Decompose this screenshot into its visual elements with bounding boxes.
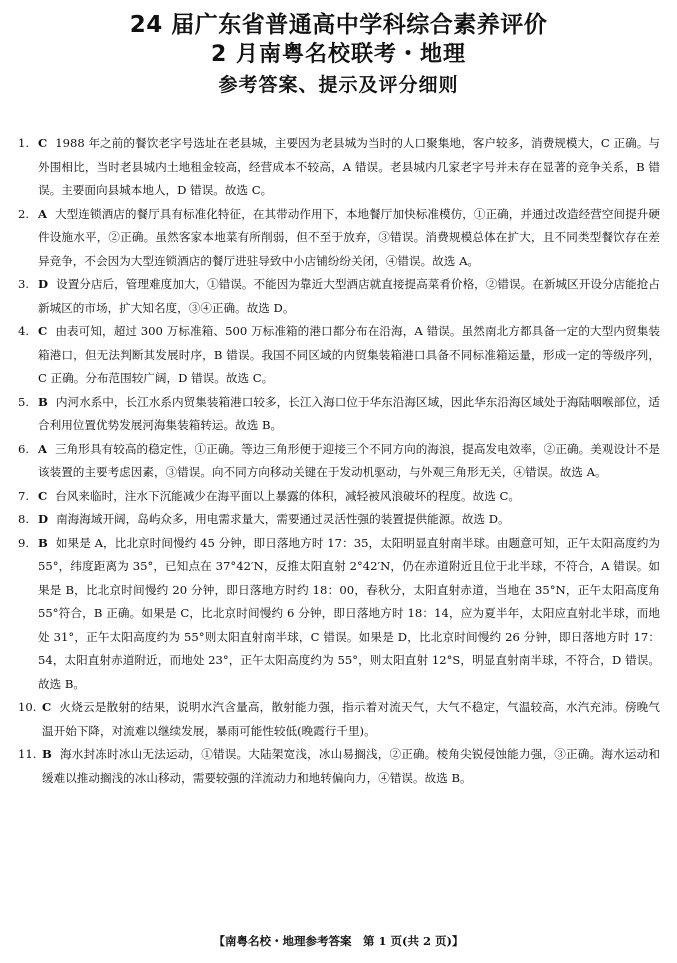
answer-item-1 bbox=[18, 132, 660, 203]
answer-choice: C bbox=[38, 136, 48, 150]
answer-item-5 bbox=[18, 391, 660, 438]
answer-item-2 bbox=[18, 203, 660, 274]
question-number: 8. bbox=[18, 512, 30, 526]
answer-key-heading: 参考答案、提示及评分细则 bbox=[218, 74, 459, 96]
answer-item-8 bbox=[18, 508, 660, 532]
answer-choice: C bbox=[42, 700, 52, 714]
answer-item-11 bbox=[18, 743, 660, 790]
answer-choice: B bbox=[42, 747, 52, 761]
answer-choice: B bbox=[38, 535, 48, 550]
question-number: 9. bbox=[18, 535, 30, 550]
answer-explanation: 火烧云是散射的结果，说明水汽含量高，散射能力强，指示着对流天气，大气不稳定，气温较高，水汽充沛。傍晚气温开始下降，对流难以继续发展，暴雨可能性较低(晚霞行千里)。 bbox=[42, 700, 660, 738]
question-number: 4. bbox=[18, 324, 30, 338]
answer-choice: D bbox=[38, 277, 49, 291]
answer-explanation: 由表可知，超过 300 万标准箱、500 万标准箱的港口都分布在沿海，A 错误。虽然南北方都具备一定的大型内贸集装箱港口，但无法判断其发展时序，B 错误。我国不同区域的内贸集装箱港口具备不同标准箱运量，形成一定的等级序列，C 正确。分布范围较广阔，D 错误。故选 C。 bbox=[38, 324, 660, 385]
answer-explanation: 设置分店后，管理难度加大，①错误。不能因为靠近大型酒店就直接提高菜肴价格，②错误。在新城区开设分店能抢占新城区的市场，扩大知名度，③④正确。故选 D。 bbox=[38, 277, 660, 315]
question-number: 5. bbox=[18, 394, 30, 409]
question-number: 11. bbox=[18, 747, 37, 761]
title-block bbox=[0, 0, 677, 99]
answer-item-9 bbox=[18, 532, 660, 697]
answer-explanation: 海水封冻时冰山无法运动，①错误。大陆架宽浅，冰山易搁浅，②正确。棱角尖锐侵蚀能力强，③正确。海水运动和缓难以推动搁浅的冰山移动，需要较强的洋流动力和地转偏向力，④错误。故选 B。 bbox=[42, 747, 660, 785]
answer-choice: D bbox=[38, 512, 49, 526]
answer-item-3 bbox=[18, 273, 660, 320]
answer-item-6 bbox=[18, 438, 660, 485]
answer-choice: C bbox=[38, 488, 48, 503]
question-number: 3. bbox=[18, 277, 30, 291]
question-number: 6. bbox=[18, 441, 30, 456]
question-number: 1. bbox=[18, 136, 30, 150]
answer-choice: A bbox=[38, 206, 47, 221]
answer-explanation: 南海海域开阔，岛屿众多，用电需求量大，需要通过灵活性强的装置提供能源。故选 D。 bbox=[56, 512, 510, 526]
answer-explanation: 台风来临时，注水下沉能减少在海平面以上暴露的体积，减轻被风浪破坏的程度。故选 C。 bbox=[55, 488, 520, 503]
answer-choice: C bbox=[38, 324, 48, 338]
answer-list bbox=[18, 132, 660, 790]
answer-explanation: 三角形具有较高的稳定性，①正确。等边三角形便于迎接三个不同方向的海浪，提高发电效率，②正确。美观设计不是该装置的主要考虑因素，③错误。向不同方向移动关键在于发动机驱动，与外观三角形无关，④错误。故选 A。 bbox=[38, 441, 660, 479]
question-number: 7. bbox=[18, 488, 30, 503]
question-number: 10. bbox=[18, 700, 37, 714]
answer-explanation: 大型连锁酒店的餐厅具有标准化特征，在其带动作用下，本地餐厅加快标准模仿，①正确，并通过改造经营空间提升硬件设施水平，②正确。虽然客家本地菜有所削弱，但不至于放弃，③错误。消费规模总体在扩大，且不同类型餐饮存在差异竞争，不会因为大型连锁酒店的餐厅进驻导致中小店铺纷纷关闭，④错误。故选 A。 bbox=[38, 206, 660, 268]
answer-choice: A bbox=[38, 441, 47, 456]
exam-subtitle: 2 月南粤名校联考・地理 bbox=[211, 42, 466, 67]
question-number: 2. bbox=[18, 206, 30, 221]
answer-explanation: 内河水系中，长江水系内贸集装箱港口较多，长江入海口位于华东沿海区域，因此华东沿海区域处于海陆咽喉部位，适合利用位置优势发展河海集装箱转运。故选 B。 bbox=[38, 394, 660, 432]
answer-explanation: 如果是 A，比北京时间慢约 45 分钟，即日落地方时 17：35，太阳明显直射南半球。由题意可知，正午太阳高度约为 55°，纬度距离为 35°，已知点在 37°42′N，反推太阳直射 2°42′N，仍在赤道附近且位于北半球，不符合，A 错误。如果是 B，比北京时间慢约 20 分钟，即日落地方时约 18：00，春秋分，太阳直射赤道，当地在 35°N，正午太阳高度角 55°符合，B 正确。如果是 C，比北京时间慢约 6 分钟，即日落地方时 18：14，应为夏半年，太阳应直射北半球，而地处 31°，正午太阳高度约为 55°则太阳直射南半球，C 错误。如果是 D，比北京时间慢约 26 分钟，即日落地方时 17：54，太阳直射赤道附近，而地处 23°，正午太阳高度约为 55°，则太阳直射 12°S，明显直射南半球，不符合，D 错误。故选 B。 bbox=[38, 535, 660, 691]
page-footer: 【南粤名校・地理参考答案 第 1 页(共 2 页)】 bbox=[213, 934, 464, 948]
answer-item-10 bbox=[18, 696, 660, 743]
answer-item-4 bbox=[18, 320, 660, 391]
answer-item-7 bbox=[18, 485, 660, 509]
exam-title: 24 届广东省普通高中学科综合素养评价 bbox=[129, 12, 548, 38]
answer-choice: B bbox=[38, 394, 48, 409]
answer-explanation: 1988 年之前的餐饮老字号选址在老县城，主要因为老县城为当时的人口聚集地，客户较多，消费规模大，C 正确。与外围相比，当时老县城内土地租金较高，经营成本不较高，A 错误。老县城内几家老字号并未存在显著的竞争关系，B 错误。主要面向县城本地人，D 错误。故选 C。 bbox=[38, 136, 660, 197]
